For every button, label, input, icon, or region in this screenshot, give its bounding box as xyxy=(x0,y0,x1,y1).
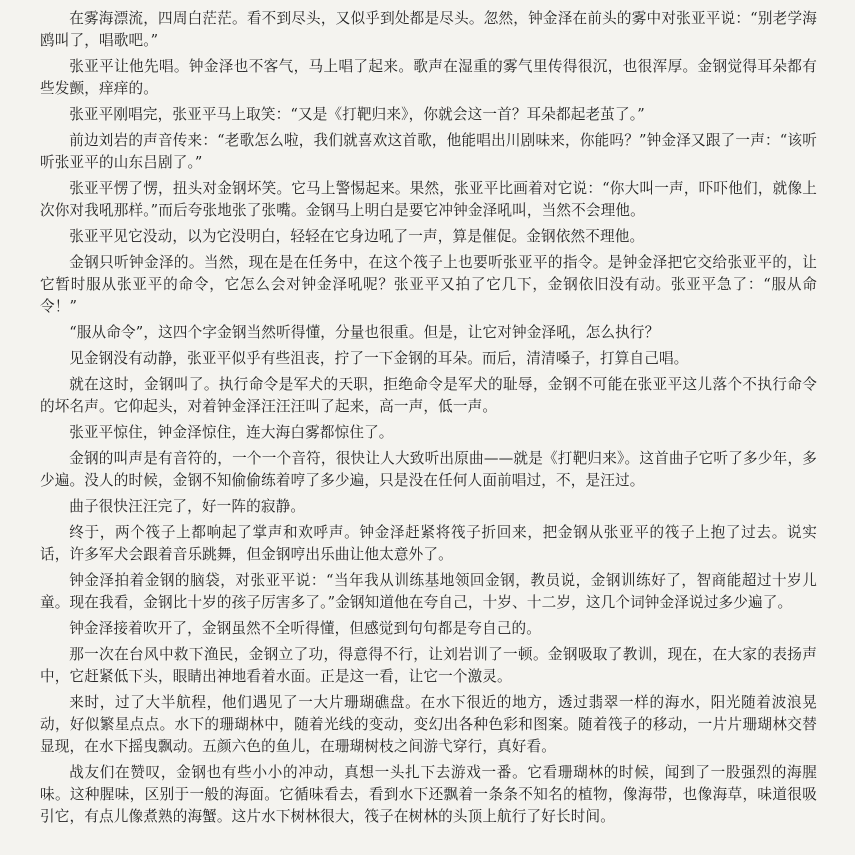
paragraph: 在雾海漂流，四周白茫茫。看不到尽头，又似乎到处都是尽头。忽然，钟金泽在前头的雾中对张亚平说：“别老学海鸥叫了，唱歌吧。” xyxy=(40,10,817,49)
paragraph: 曲子很快汪汪完了，好一阵的寂静。 xyxy=(69,498,306,515)
paragraph: 战友们在赞叹，金钢也有些小小的冲动，真想一头扎下去游戏一番。它看珊瑚林的时候，闻到了一股强烈的海腥味。这种腥味，区别于一般的海面。它循味看去，看到水下还飘着一条条不知名的植物，像海带，也像海草，味道很吸引它，有点儿像煮熟的海蟹。这片水下树林很大，筏子在树林的头顶上航行了好长时间。 xyxy=(40,764,817,825)
paragraph: 就在这时，金钢叫了。执行命令是军犬的天职，拒绝命令是军犬的耻辱，金钢不可能在张亚平这儿落个不执行命令的坏名声。它仰起头，对着钟金泽汪汪汪叫了起来，高一声，低一声。 xyxy=(40,376,817,415)
paragraph: “服从命令”，这四个字金钢当然听得懂，分量也很重。但是，让它对钟金泽吼，怎么执行？ xyxy=(69,324,660,341)
paragraph: 那一次在台风中救下渔民，金钢立了功，得意得不行，让刘岩训了一顿。金钢吸取了教训，现在，在大家的表扬声中，它赶紧低下头，眼睛出神地看着水面。正是这一看，让它一个激灵。 xyxy=(40,646,817,685)
paragraph: 金钢的叫声是有音符的，一个一个音符，很快让人大致听出原曲——就是《打靶归来》。这首曲子它听了多少年，多少遍。没人的时候，金钢不知偷偷练着哼了多少遍，只是没在任何人面前唱过，不，是汪过。 xyxy=(40,450,817,489)
paragraph: 张亚平惊住，钟金泽惊住，连大海白雾都惊住了。 xyxy=(69,424,394,441)
paragraph: 金钢只听钟金泽的。当然，现在是在任务中，在这个筏子上也要听张亚平的指令。是钟金泽把它交给张亚平的，让它暂时服从张亚平的命令，它怎么会对钟金泽吼呢？张亚平又拍了它几下，金钢依旧没有动。张亚平急了：“服从命令！” xyxy=(40,254,817,315)
paragraph: 终于，两个筏子上都响起了掌声和欢呼声。钟金泽赶紧将筏子折回来，把金钢从张亚平的筏子上抱了过去。说实话，许多军犬会跟着音乐跳舞，但金钢哼出乐曲让他太意外了。 xyxy=(40,524,817,563)
paragraph: 张亚平愣了愣，扭头对金钢坏笑。它马上警惕起来。果然，张亚平比画着对它说：“你大叫一声，吓吓他们，就像上次你对我吼那样。”而后夸张地张了张嘴。金钢马上明白是要它冲钟金泽吼叫，当然不会理他。 xyxy=(40,180,817,219)
paragraph: 张亚平见它没动，以为它没明白，轻轻在它身边吼了一声，算是催促。金钢依然不理他。 xyxy=(69,228,645,245)
paragraph: 张亚平让他先唱。钟金泽也不客气，马上唱了起来。歌声在湿重的雾气里传得很沉，也很浑厚。金钢觉得耳朵都有些发颤，痒痒的。 xyxy=(40,58,817,97)
paragraph: 张亚平刚唱完，张亚平马上取笑：“又是《打靶归来》，你就会这一首？耳朵都起老茧了。” xyxy=(69,106,645,123)
paragraph: 见金钢没有动静，张亚平似乎有些沮丧，拧了一下金钢的耳朵。而后，清清嗓子，打算自己唱。 xyxy=(69,350,689,367)
paragraph: 钟金泽拍着金钢的脑袋，对张亚平说：“当年我从训练基地领回金钢，教员说，金钢训练好了，智商能超过十岁儿童。现在我看，金钢比十岁的孩子厉害多了。”金钢知道他在夸自己，十岁、十二岁，这几个词钟金泽说过多少遍了。 xyxy=(40,572,817,611)
paragraph: 前边刘岩的声音传来：“老歌怎么啦，我们就喜欢这首歌，他能唱出川剧味来，你能吗？”钟金泽又跟了一声：“该听听张亚平的山东吕剧了。” xyxy=(40,132,817,171)
paragraph: 来时，过了大半航程，他们遇见了一大片珊瑚礁盘。在水下很近的地方，透过翡翠一样的海水，阳光随着波浪晃动，好似繁星点点。水下的珊瑚林中，随着光线的变动，变幻出各种色彩和图案。随着筏子的移动，一片片珊瑚林交替显现，在水下摇曳飘动。五颜六色的鱼儿，在珊瑚树枝之间游弋穿行，真好看。 xyxy=(40,694,817,755)
paragraph: 钟金泽接着吹开了，金钢虽然不全听得懂，但感觉到句句都是夸自己的。 xyxy=(69,620,541,637)
